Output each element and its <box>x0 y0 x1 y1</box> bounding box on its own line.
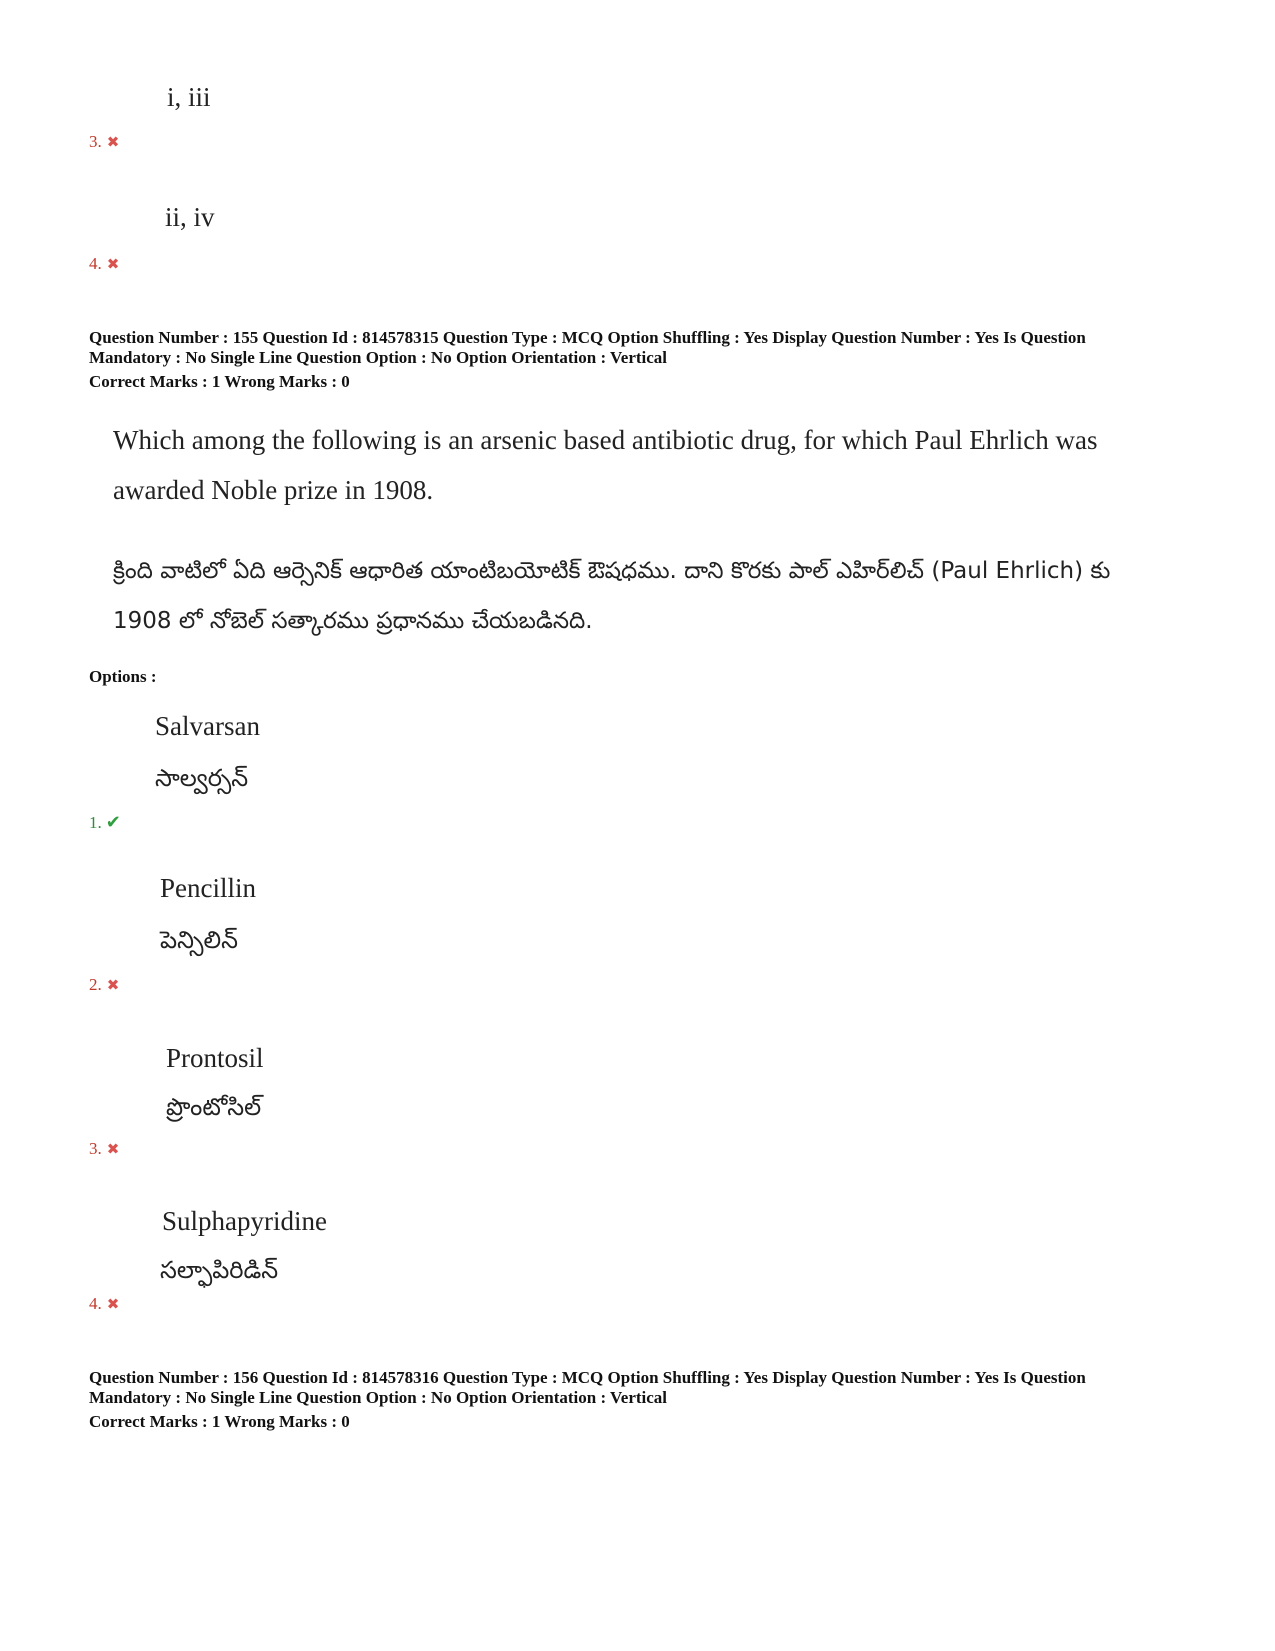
option-3-label <box>89 1139 119 1159</box>
option-number: 2. <box>89 975 102 994</box>
question-155-text-en: Which among the following is an arsenic based antibiotic drug, for which Paul Ehrlich was awarded Noble prize in 1908. <box>113 425 1098 505</box>
option-4-text-en: Sulphapyridine <box>162 1206 327 1236</box>
prev-option-3-label <box>89 132 119 152</box>
option-1-text-en: Salvarsan <box>155 711 260 741</box>
option-number: 1. <box>89 813 102 832</box>
meta-line: Question Number : 155 Question Id : 814578315 Question Type : MCQ Option Shuffling : Yes Display Question Number : Yes Is Question <box>89 328 1086 347</box>
wrong-mark-icon: ✖ <box>106 255 120 273</box>
option-2-text-te: పెన్సిలిన్ <box>160 926 238 954</box>
option-3-text-te: ప్రొంటోసిల్ <box>166 1093 262 1121</box>
option-1-label <box>89 812 121 833</box>
meta-line: Mandatory : No Single Line Question Option : No Option Orientation : Vertical <box>89 1388 668 1407</box>
wrong-mark-icon: ✖ <box>106 1140 120 1158</box>
question-156-marks: Correct Marks : 1 Wrong Marks : 0 <box>89 1412 350 1431</box>
wrong-mark-icon: ✖ <box>106 976 120 994</box>
prev-option-3-text: i, iii <box>167 82 211 112</box>
meta-line: Mandatory : No Single Line Question Option : No Option Orientation : Vertical <box>89 348 668 367</box>
option-3-text-en: Prontosil <box>166 1043 264 1073</box>
question-155-meta <box>89 328 1189 368</box>
option-number: 3. <box>89 1139 102 1158</box>
option-2-label <box>89 975 119 995</box>
option-4-text-te: సల్ఫాపిరిడిన్ <box>160 1256 279 1284</box>
option-number: 4. <box>89 1294 102 1313</box>
prev-option-4-text: ii, iv <box>165 202 215 232</box>
wrong-mark-icon: ✖ <box>106 1295 120 1313</box>
options-label: Options : <box>89 667 157 686</box>
question-155-marks: Correct Marks : 1 Wrong Marks : 0 <box>89 372 350 391</box>
check-mark-icon: ✔ <box>105 812 121 833</box>
question-156-meta <box>89 1368 1189 1408</box>
prev-option-4-label <box>89 254 119 274</box>
wrong-mark-icon: ✖ <box>106 133 120 151</box>
question-155-text-te: క్రింది వాటిలో ఏది ఆర్సెనిక్ ఆధారిత యాంటిబయోటిక్ ఔషధము. దాని కొరకు పాల్ ఎహిర్‌లిచ్ (Paul Ehrlich) కు 1908 లో నోబెల్ సత్కారము ప్రధానము చేయబడినది. <box>113 558 1111 634</box>
option-number: 4. <box>89 254 102 273</box>
option-4-label <box>89 1294 119 1314</box>
meta-line: Question Number : 156 Question Id : 814578316 Question Type : MCQ Option Shuffling : Yes Display Question Number : Yes Is Question <box>89 1368 1086 1387</box>
option-1-text-te: సాల్వర్సన్ <box>155 764 249 792</box>
option-number: 3. <box>89 132 102 151</box>
option-2-text-en: Pencillin <box>160 873 256 903</box>
